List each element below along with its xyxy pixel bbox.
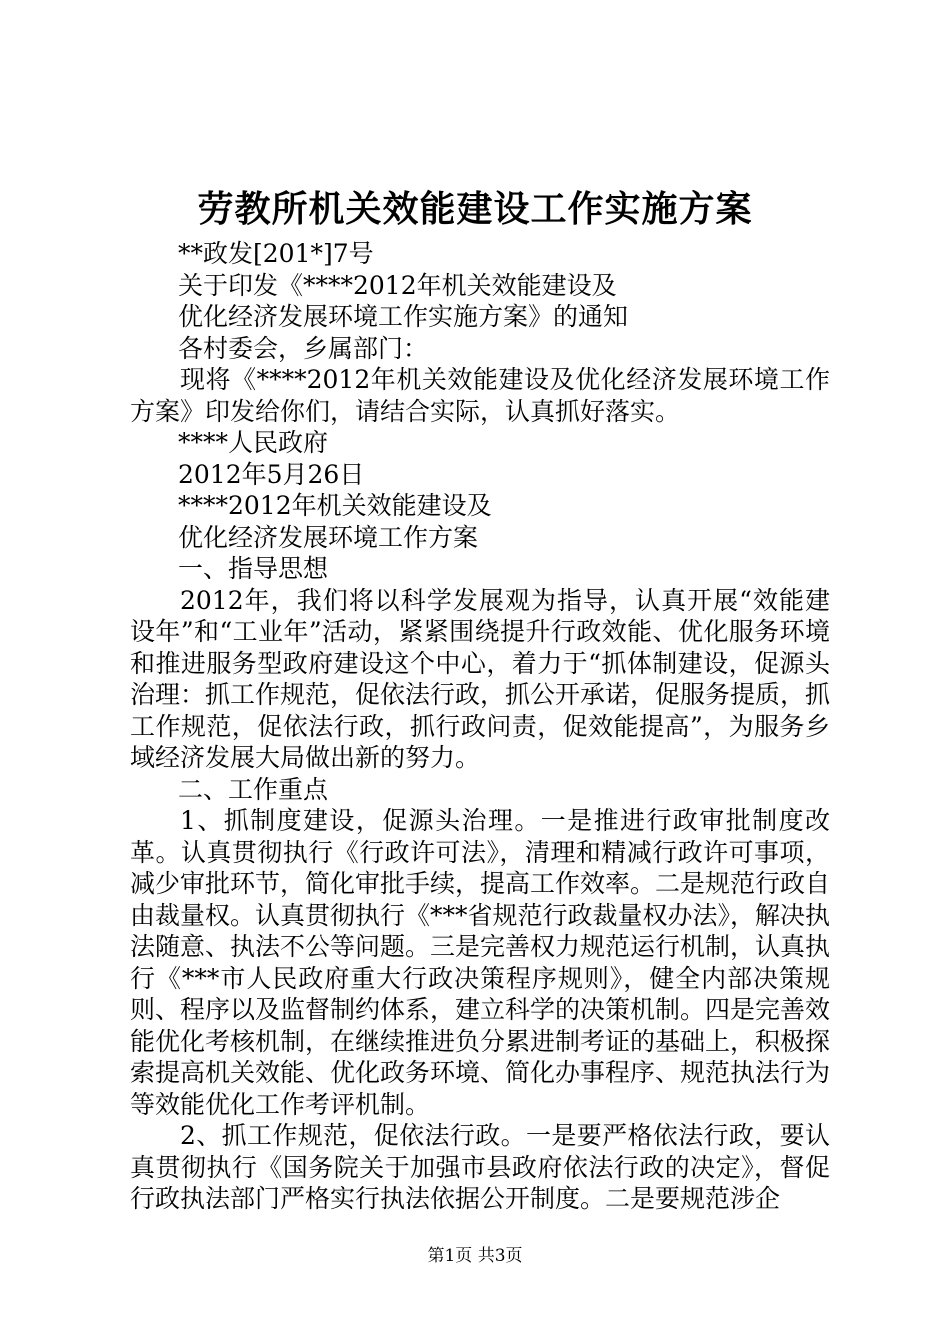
notice-paragraph: 现将《****2012年机关效能建设及优化经济发展环境工作方案》印发给你们，请结合实际，认真抓好落实。 — [130, 365, 830, 426]
plan-title-line-1: ****2012年机关效能建设及 — [178, 491, 492, 520]
notice-title-line-1: 关于印发《****2012年机关效能建设及 — [178, 270, 617, 300]
point-1-paragraph: 1、抓制度建设，促源头治理。一是推进行政审批制度改革。认真贯彻执行《行政许可法》，清理和精减行政许可事项，减少审批环节，简化审批手续，提高工作效率。二是规范行政自由裁量权。认真贯彻执行《***省规范行政裁量权办法》，解决执法随意、执法不公等问题。三是完善权力规范运行机制，认真执行《***市人民政府重大行政决策程序规则》，健全内部决策规则、程序以及监督制约体系，建立科学的决策机制。四是完善效能优化考核机制，在继续推进负分累进制考证的基础上，积极探索提高机关效能、优化政务环境、简化办事程序、规范执法行为等效能优化工作考评机制。 — [130, 806, 831, 1119]
plan-title-line-2: 优化经济发展环境工作方案 — [178, 522, 479, 552]
section-2-heading: 二、工作重点 — [178, 774, 329, 804]
document-number: **政发[201*]7号 — [178, 239, 374, 268]
section-1-heading: 一、指导思想 — [178, 554, 329, 583]
guiding-paragraph: 2012年，我们将以科学发展观为指导，认真开展“效能建设年”和“工业年”活动，紧紧围绕提升行政效能、优化服务环境和推进服务型政府建设这个中心，着力于“抓体制建设，促源头治理：抓工作规范，促依法行政，抓公开承诺，促服务提质，抓工作规范，促依法行政，抓行政问责，促效能提高”，为服务乡域经济发展大局做出新的努力。 — [130, 585, 831, 772]
document-body — [130, 238, 830, 1215]
notice-title-line-2: 优化经济发展环境工作实施方案》的通知 — [178, 302, 629, 331]
issuer: ****人民政府 — [178, 428, 329, 457]
issue-date: 2012年5月26日 — [178, 459, 365, 489]
point-2-paragraph: 2、抓工作规范，促依法行政。一是要严格依法行政，要认真贯彻执行《国务院关于加强市县政府依法行政的决定》，督促行政执法部门严格实行执法依据公开制度。二是要规范涉企 — [130, 1121, 830, 1213]
document-title: 劳教所机关效能建设工作实施方案 — [197, 188, 753, 230]
recipients: 各村委会，乡属部门： — [178, 333, 429, 363]
page-footer: 第1页 共3页 — [427, 1246, 523, 1266]
